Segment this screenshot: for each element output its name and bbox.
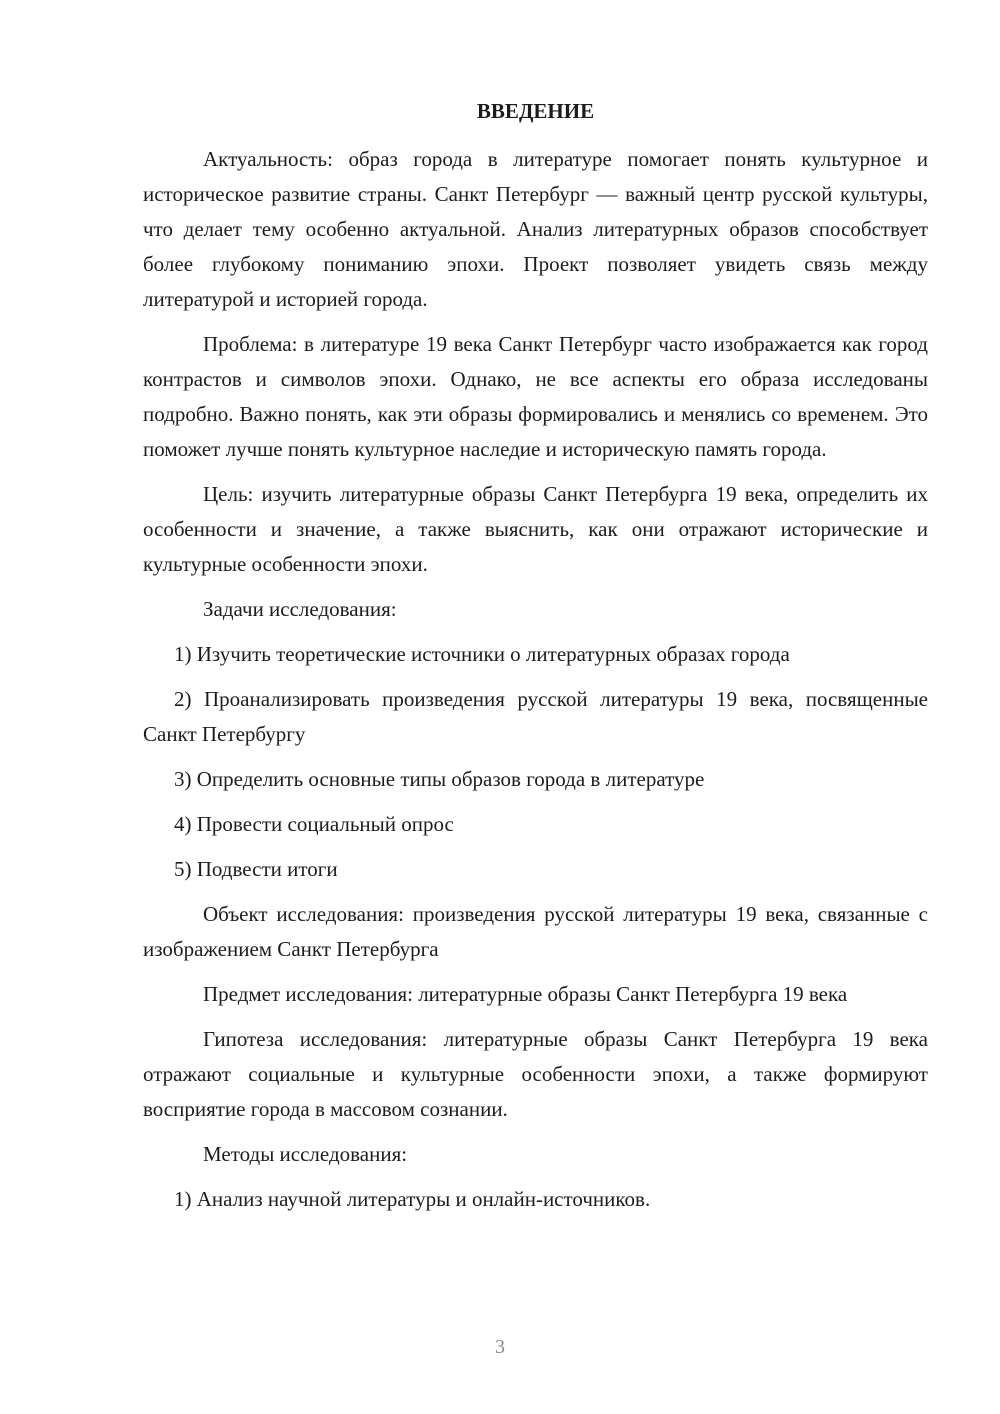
subject-paragraph: Предмет исследования: литературные образы Санкт Петербурга 19 века [203,982,848,1006]
object-paragraph: Объект исследования: произведения русской литературы 19 века, связанные с изображением Санкт Петербурга [143,902,928,961]
task-item-4: 4) Провести социальный опрос [174,812,454,836]
method-item-1: 1) Анализ научной литературы и онлайн-источников. [174,1187,651,1211]
problem-paragraph: Проблема: в литературе 19 века Санкт Петербург часто изображается как город контрастов и символов эпохи. Однако, не все аспекты его образа исследованы подробно. Важно понять, как эти образы формировались и менялись со временем. Это поможет лучше понять культурное наследие и историческую память города. [143,332,928,461]
hypothesis-paragraph: Гипотеза исследования: литературные образы Санкт Петербурга 19 века отражают социальные и культурные особенности эпохи, а также формируют восприятие города в массовом сознании. [143,1027,928,1121]
methods-title: Методы исследования: [203,1142,408,1166]
task-item-5: 5) Подвести итоги [174,857,338,881]
section-heading: ВВЕДЕНИЕ [476,99,595,123]
task-item-2: 2) Проанализировать произведения русской литературы 19 века, посвященные Санкт Петербургу [143,687,928,746]
task-item-1: 1) Изучить теоретические источники о литературных образах города [174,642,790,666]
document-body [143,142,928,1227]
relevance-paragraph: Актуальность: образ города в литературе помогает понять культурное и историческое развитие страны. Санкт Петербург — важный центр русской культуры, что делает тему особенно актуальной. Анализ литературных образов способствует более глубокому пониманию эпохи. Проект позволяет увидеть связь между литературой и историей города. [143,147,928,311]
page-number: 3 [495,1336,505,1358]
tasks-title: Задачи исследования: [203,597,397,621]
goal-paragraph: Цель: изучить литературные образы Санкт Петербурга 19 века, определить их особенности и значение, а также выяснить, как они отражают исторические и культурные особенности эпохи. [143,482,928,576]
task-item-3: 3) Определить основные типы образов города в литературе [174,767,705,791]
